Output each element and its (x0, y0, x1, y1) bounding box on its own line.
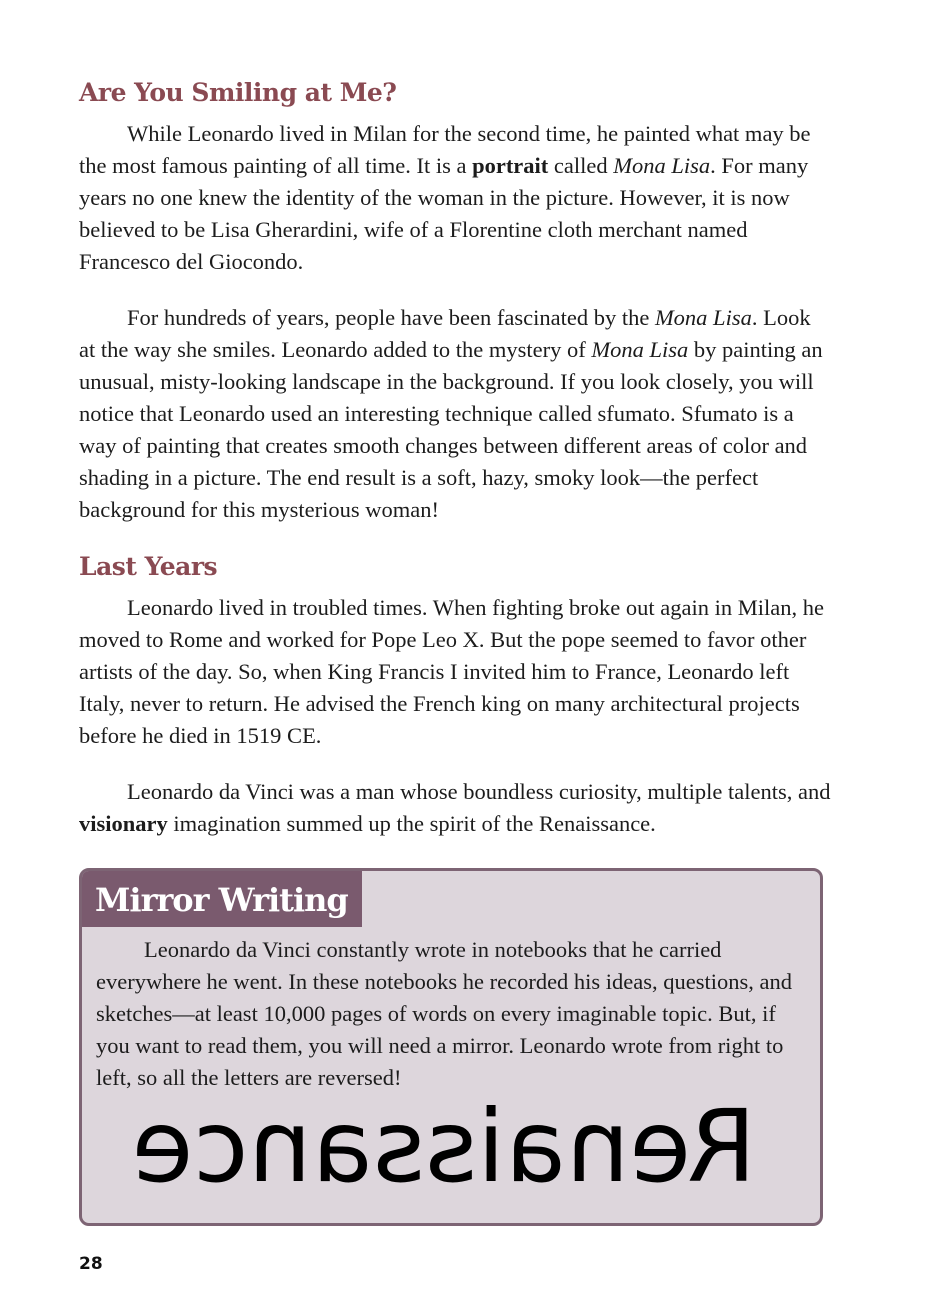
paragraph-troubled-times: Leonardo lived in troubled times. When fighting broke out again in Milan, he moved to Rome and worked for Pope Leo X. But the pope seemed to favor other artists of the day. So, when King Francis I invited him to France, Leonardo left Italy, never to return. He advised the French king on many architectural projects before he died in 1519 CE. (79, 595, 824, 748)
artwork-title: Mona Lisa (613, 153, 711, 178)
paragraph-text: called (548, 153, 614, 178)
sidebar-title: Mirror Writing (82, 871, 362, 927)
paragraph-text: While Leonardo lived in Milan for the second time, he painted what may be the most famous painting of all time. It is a (79, 121, 811, 178)
paragraph-renaissance-spirit (79, 776, 831, 840)
paragraph-text: . Look at the way she smiles. Leonardo added to the mystery of (79, 305, 811, 362)
mirror-writing-sidebar (79, 868, 823, 1226)
glossary-term-portrait: portrait (472, 153, 549, 178)
paragraph-mona-lisa-intro (79, 118, 831, 278)
paragraph-text: . For many years no one knew the identity of the woman in the picture. However, it is now believed to be Lisa Gherardini, wife of a Florentine cloth merchant named Francesco del Giocondo. (79, 153, 809, 274)
artwork-title: Mona Lisa (654, 305, 752, 330)
paragraph-text: by painting an unusual, misty-looking landscape in the background. If you look closely, you will notice that Leonardo used an interesting technique called sfumato. Sfumato is a way of painting that creates smooth changes between different areas of color and shading in a picture. The end result is a soft, hazy, smoky look—the perfect background for this mysterious woman! (79, 337, 823, 522)
artwork-title: Mona Lisa (591, 337, 689, 362)
paragraph-text: imagination summed up the spirit of the Renaissance. (167, 811, 656, 836)
page-number: 28 (79, 1254, 103, 1274)
section-heading-smiling: Are You Smiling at Me? (79, 78, 397, 107)
sidebar-text: Leonardo da Vinci constantly wrote in notebooks that he carried everywhere he went. In these notebooks he recorded his ideas, questions, and sketches—at least 10,000 pages of words on every imaginable topic. But, if you want to read them, you will need a mirror. Leonardo wrote from right to left, so all the letters are reversed! (96, 937, 793, 1090)
paragraph-sfumato (79, 302, 831, 526)
mirrored-word: Renaissance (131, 1088, 757, 1205)
glossary-term-visionary: visionary (79, 811, 168, 836)
paragraph-text: Leonardo da Vinci was a man whose boundless curiosity, multiple talents, and (127, 779, 831, 804)
paragraph-text: For hundreds of years, people have been fascinated by the (127, 305, 655, 330)
section-heading-last-years: Last Years (79, 552, 218, 581)
